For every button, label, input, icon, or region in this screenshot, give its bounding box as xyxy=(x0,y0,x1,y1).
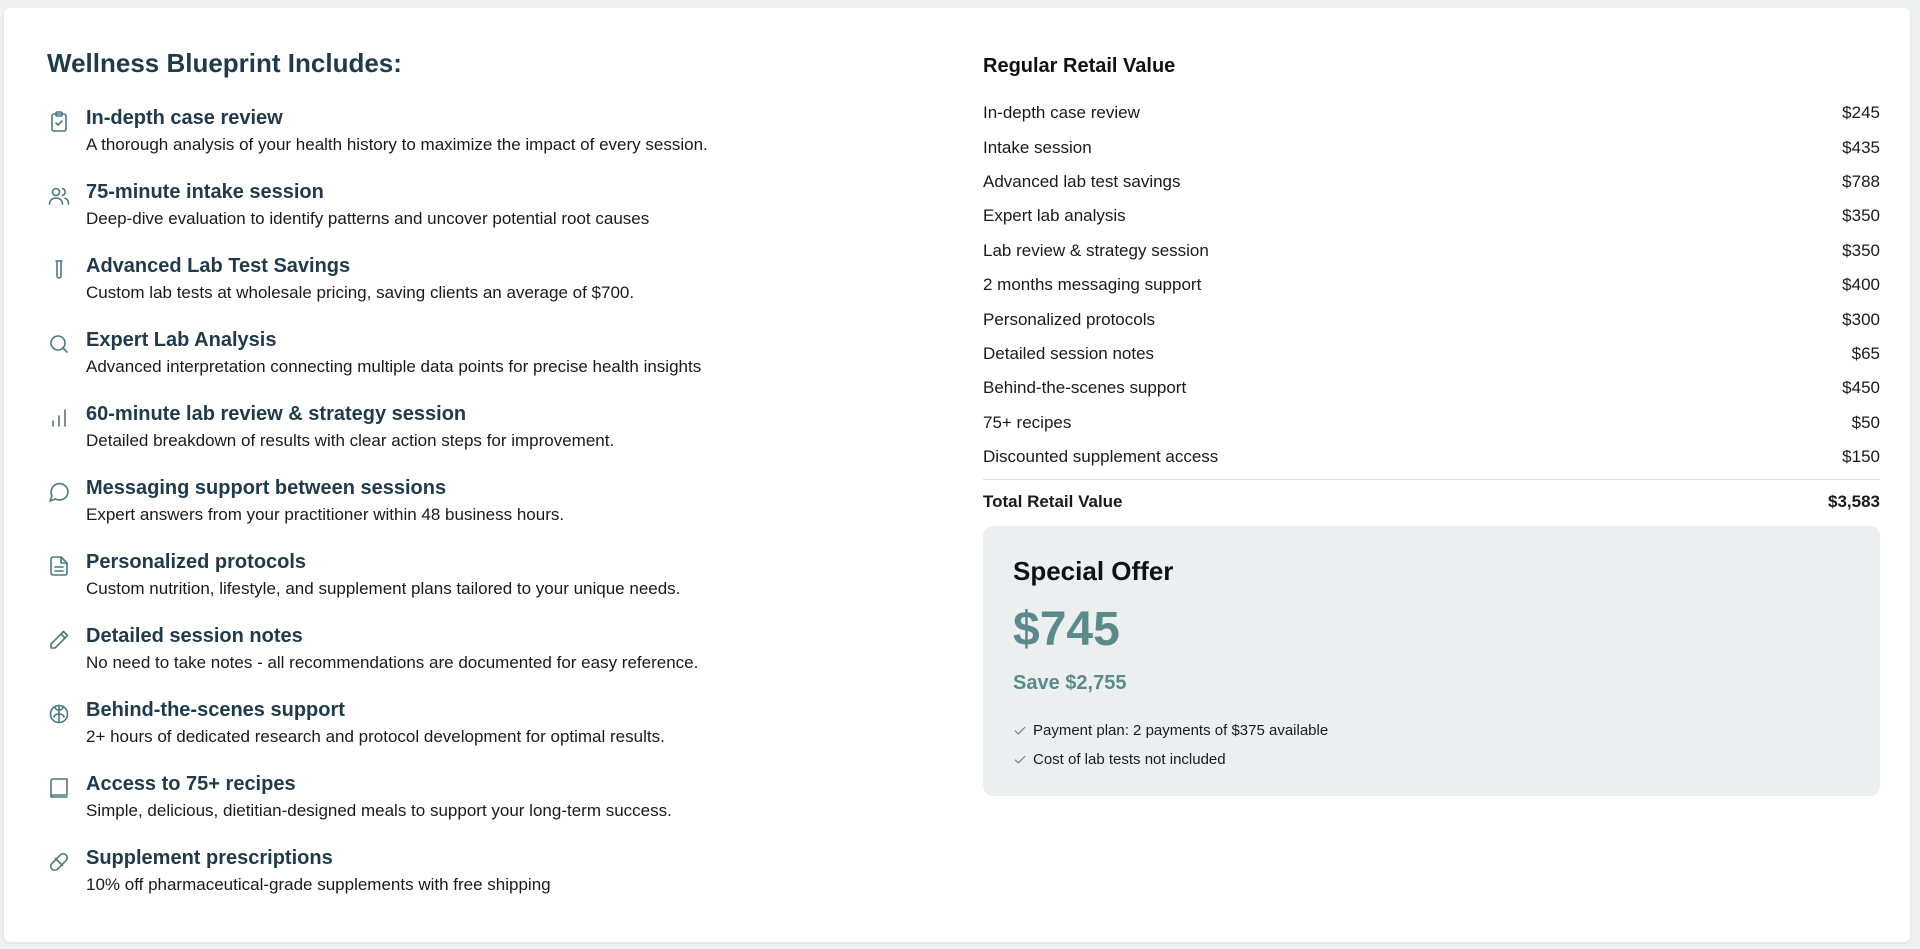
offer-price: $745 xyxy=(1013,603,1120,657)
feature-item xyxy=(47,327,927,401)
document-icon xyxy=(47,554,71,578)
feature-title: Expert Lab Analysis xyxy=(86,329,277,351)
retail-value-row xyxy=(983,96,1880,130)
retail-item-label: Personalized protocols xyxy=(983,309,1155,329)
retail-value-row xyxy=(983,440,1880,474)
feature-description: Advanced interpretation connecting multiple data points for precise health insights xyxy=(86,357,702,376)
feature-description: 2+ hours of dedicated research and protocol development for optimal results. xyxy=(86,727,665,746)
pencil-icon xyxy=(47,628,71,652)
retail-item-price: $788 xyxy=(1842,171,1880,191)
total-row xyxy=(983,480,1880,524)
feature-title: Advanced Lab Test Savings xyxy=(86,255,351,277)
pricing-card xyxy=(4,8,1910,942)
feature-item xyxy=(47,623,927,697)
retail-value-list xyxy=(983,96,1880,474)
retail-item-price: $300 xyxy=(1842,309,1880,329)
retail-value-row xyxy=(983,165,1880,199)
retail-item-label: In-depth case review xyxy=(983,103,1140,123)
feature-item xyxy=(47,771,927,845)
retail-item-price: $245 xyxy=(1842,103,1880,123)
retail-item-price: $350 xyxy=(1842,240,1880,260)
feature-title: 75-minute intake session xyxy=(86,181,324,203)
includes-section xyxy=(47,48,927,919)
feature-item xyxy=(47,697,927,771)
feature-item xyxy=(47,475,927,549)
feature-title: In-depth case review xyxy=(86,107,283,129)
bar-chart-icon xyxy=(47,406,71,430)
retail-item-price: $350 xyxy=(1842,206,1880,226)
feature-description: Deep-dive evaluation to identify patterns and uncover potential root causes xyxy=(86,209,650,228)
retail-value-row xyxy=(983,268,1880,302)
pill-icon xyxy=(47,850,71,874)
retail-item-label: Advanced lab test savings xyxy=(983,171,1181,191)
feature-item xyxy=(47,549,927,623)
feature-description: A thorough analysis of your health history to maximize the impact of every session. xyxy=(86,135,708,154)
test-tube-icon xyxy=(47,258,71,282)
retail-item-label: Behind-the-scenes support xyxy=(983,378,1187,398)
offer-note-text: Cost of lab tests not included xyxy=(1033,751,1226,769)
feature-title: Personalized protocols xyxy=(86,551,307,573)
retail-value-row xyxy=(983,406,1880,440)
offer-savings: Save $2,755 xyxy=(1013,672,1127,695)
feature-description: Custom lab tests at wholesale pricing, saving clients an average of $700. xyxy=(86,283,635,302)
retail-value-row xyxy=(983,337,1880,371)
clipboard-check-icon xyxy=(47,110,71,134)
retail-value-row xyxy=(983,199,1880,233)
users-icon xyxy=(47,184,71,208)
retail-item-label: Discounted supplement access xyxy=(983,447,1219,467)
feature-description: Detailed breakdown of results with clear action steps for improvement. xyxy=(86,431,615,450)
offer-note xyxy=(1013,716,1328,745)
total-value: $3,583 xyxy=(1828,492,1880,512)
retail-item-label: 75+ recipes xyxy=(983,412,1072,432)
feature-title: Supplement prescriptions xyxy=(86,847,333,869)
retail-item-label: Detailed session notes xyxy=(983,343,1155,363)
offer-note-text: Payment plan: 2 payments of $375 available xyxy=(1033,722,1329,740)
retail-item-price: $150 xyxy=(1842,447,1880,467)
feature-description: 10% off pharmaceutical-grade supplements with free shipping xyxy=(86,875,551,894)
feature-item xyxy=(47,401,927,475)
retail-item-price: $400 xyxy=(1842,275,1880,295)
retail-value-heading: Regular Retail Value xyxy=(983,55,1176,77)
total-label: Total Retail Value xyxy=(983,492,1123,512)
feature-title: Access to 75+ recipes xyxy=(86,773,296,795)
feature-description: Simple, delicious, dietitian-designed meals to support your long-term success. xyxy=(86,801,672,820)
feature-description: Custom nutrition, lifestyle, and supplement plans tailored to your unique needs. xyxy=(86,579,681,598)
retail-item-label: Expert lab analysis xyxy=(983,206,1126,226)
brain-icon xyxy=(47,702,71,726)
check-icon xyxy=(1013,753,1027,767)
feature-title: Detailed session notes xyxy=(86,625,303,647)
feature-item xyxy=(47,845,927,919)
feature-list xyxy=(47,105,927,919)
feature-title: Messaging support between sessions xyxy=(86,477,447,499)
retail-value-section xyxy=(983,55,1880,796)
feature-item xyxy=(47,253,927,327)
retail-item-label: Lab review & strategy session xyxy=(983,240,1209,260)
retail-item-label: Intake session xyxy=(983,137,1092,157)
feature-title: 60-minute lab review & strategy session xyxy=(86,403,467,425)
feature-item xyxy=(47,179,927,253)
search-icon xyxy=(47,332,71,356)
includes-heading: Wellness Blueprint Includes: xyxy=(47,48,402,78)
feature-item xyxy=(47,105,927,179)
retail-value-row xyxy=(983,234,1880,268)
retail-item-label: 2 months messaging support xyxy=(983,275,1202,295)
feature-description: Expert answers from your practitioner within 48 business hours. xyxy=(86,505,565,524)
chat-bubble-icon xyxy=(47,480,71,504)
special-offer-box xyxy=(983,526,1880,796)
retail-item-price: $450 xyxy=(1842,378,1880,398)
retail-value-row xyxy=(983,130,1880,164)
offer-title: Special Offer xyxy=(1013,556,1174,587)
retail-item-price: $65 xyxy=(1851,343,1880,363)
retail-item-price: $50 xyxy=(1851,412,1880,432)
feature-description: No need to take notes - all recommendations are documented for easy reference. xyxy=(86,653,699,672)
feature-title: Behind-the-scenes support xyxy=(86,699,345,721)
check-icon xyxy=(1013,724,1027,738)
retail-value-row xyxy=(983,302,1880,336)
retail-item-price: $435 xyxy=(1842,137,1880,157)
retail-value-row xyxy=(983,371,1880,405)
offer-note xyxy=(1013,745,1328,774)
book-icon xyxy=(47,776,71,800)
offer-notes xyxy=(1013,716,1328,774)
